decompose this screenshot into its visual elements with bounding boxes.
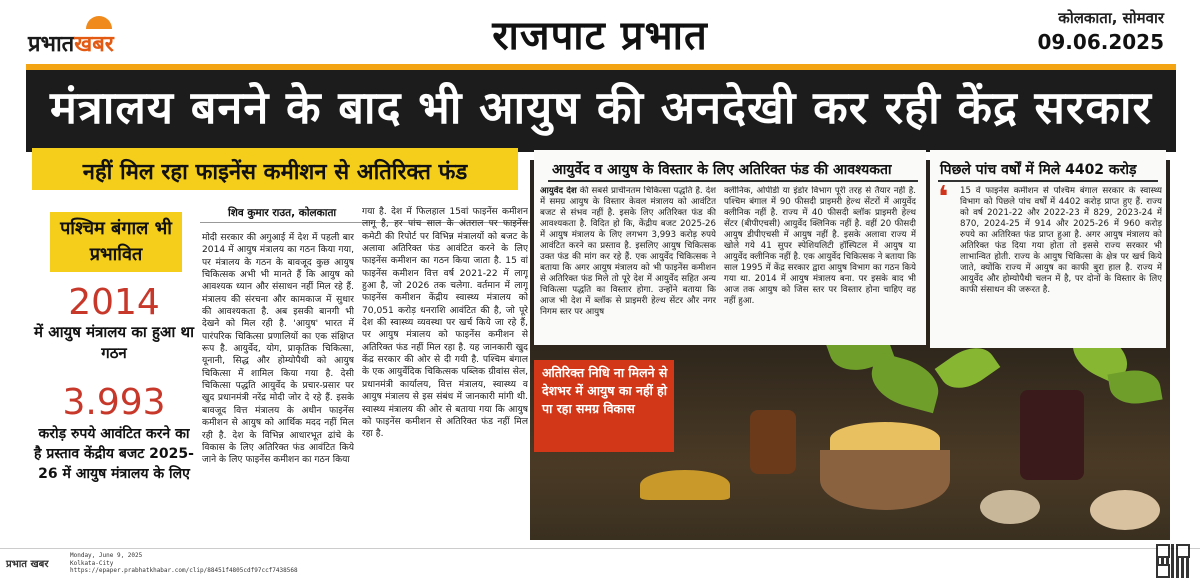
- stat-amount: 3.993: [62, 382, 166, 423]
- panel-right-text: 15 वें फाइनेंस कमीशन से पश्चिम बंगाल सरकार के स्वास्थ्य विभाग को पिछले पांच वर्षों में 4402 करोड़ प्राप्त हुए हैं. राज्य को वर्ष 2021-22 और 2022-23 में 829, 2023-24 में 870, 2024-25 में 914 और 2025-26 में 960 करोड़ रुपये का अतिरिक्त फंड प्राप्त हुआ है. अगर आयुष मंत्रालय को अतिरिक्त फंड दिया गया होता तो इससे राज्य सरकार भी लाभान्वित होती. राज्य के आयुष चिकित्सा के क्षेत्र पर खर्च किये जाते, क्योंकि राज्य में आयुष का काफी बुरा हाल है. राज्य में आयुर्वेद और होम्योपैथी चलन में है, पर दोनों के विस्तार के लिए काफी संसाधन की जरूरत है.: [960, 186, 1162, 295]
- footer-date: Monday, June 9, 2025: [70, 552, 143, 559]
- section-title: राजपाट प्रभात: [492, 13, 708, 59]
- dateline: [1037, 8, 1164, 54]
- byline: शिव कुमार राउत, कोलकाता: [228, 207, 337, 219]
- stone-decoration: [980, 490, 1040, 524]
- stat-year: 2014: [68, 282, 160, 323]
- powder-decoration: [640, 470, 730, 500]
- qr-code-icon[interactable]: [1156, 544, 1190, 578]
- footer-meta: [70, 552, 298, 575]
- brand-suffix: खबर: [74, 32, 114, 57]
- panel-mid-text-1: की सबसे प्राचीनतम चिकित्सा पद्धति है. देश में समग्र आयुष के विस्तार केवल मंत्रालय को आवंटित बजट से संभव नहीं है. इसके लिए अतिरिक्त फंड की आवश्यकता है. विदित हो कि, केंद्रीय बजट 2025-26 में आयुष मंत्रालय के लिए लगभग 3,993 करोड़ रुपये आवंटित करने का प्रस्ताव है. इसलिए आयुष चिकित्सक उक्त फंड की मांग कर रहे हैं. एक आयुर्वेद चिकित्सक ने बताया कि अगर आयुष मंत्रालय को भी फाइनेंस कमीशन से अतिरिक्त फंड मिले तो पूरे देश में आयुर्वेद सहित अन्य चिकित्सा पद्धति का विस्तार होगा. उन्होंने बताया कि आज भी देश में ब्लॉक से प्राइमरी हेल्थ सेंटर और नगर निगम स्तर पर आयुष: [540, 186, 716, 317]
- article-column-1: मोदी सरकार की अगुआई में देश में पहली बार 2014 में आयुष मंत्रालय का गठन किया गया, पर मंत्रालय के गठन के बावजूद कुछ आयुष चिकित्सक अभी भी मानते हैं कि आयुष को आवश्यक ध्यान और संसाधन नहीं मिल रहे हैं. मंत्रालय की संरचना और कामकाज में सुधार की आवश्यकता है. अब इसकी बानगी भी देखने को मिल रही है. 'आयुष' भारत में पारंपरिक चिकित्सा प्रणालियों का एक संक्षिप्त रूप है. आयुर्वेद, योग, प्राकृतिक चिकित्सा, यूनानी, सिद्ध और होम्योपैथी को आयुष चिकित्सा में शामिल किया गया है. देसी चिकित्सा पद्धति आयुर्वेद के प्रचार-प्रसार पर खुद प्रधानमंत्री नरेंद्र मोदी जोर दे रहे हैं. इसके बावजूद वित्त मंत्रालय के अधीन फाइनेंस कमीशन से आयुष को आर्थिक मदद नहीं मिल रही है. देश के विभिन्न आधारभूत ढांचे के विकास के लिए अतिरिक्त फंड आवंटित किये जाने के लिए फाइनेंस कमीशन का गठन किया: [202, 233, 354, 466]
- panel-mid-heading: आयुर्वेद व आयुष के विस्तार के लिए अतिरिक्त फंड की आवश्यकता: [552, 162, 892, 178]
- quote-icon: ❛: [938, 180, 949, 215]
- footer-logo: प्रभात खबर: [6, 559, 49, 570]
- leaf-decoration: [865, 352, 944, 414]
- footer-clip-url[interactable]: https://epaper.prabhatkhabar.com/clip/88451f4805cdf97ccf7438568: [70, 567, 298, 574]
- brand-prefix: प्रभात: [28, 32, 75, 57]
- bowl-decoration: [820, 450, 950, 510]
- panel-mid-column-1: [540, 186, 716, 338]
- subheadline: नहीं मिल रहा फाइनेंस कमीशन से अतिरिक्त फंड: [82, 160, 468, 185]
- article-column-2: गया है. देश में फिलहाल 15वां फाइनेंस कमीशन लागू है, हर पांच साल के अंतराल पर फाइनेंस कमेटी की रिपोर्ट पर विभिन्न मंत्रालयों को बजट के अलावा अतिरिक्त फंड आवंटित करने के लिए फाइनेंस कमीशन का गठन किया जाता है. 15 वां फाइनेंस कमीशन वित्त वर्ष 2021-22 में लागू हुआ है, जो 2026 तक चलेगा. वर्तमान में लागू फाइनेंस कमीशन केंद्रीय स्वास्थ्य मंत्रालय को 70,051 करोड़ धनराशि आवंटित की है, जो पूरे देश की स्वास्थ्य व्यवस्था पर खर्च किये जा रहे हैं, पर आयुष मंत्रालय को फाइनेंस कमीशन से अतिरिक्त फंड नहीं मिल रहा है. यह जानकारी खुद केंद्र सरकार की ओर से दी गयी है. पश्चिम बंगाल के एक आयुर्वेदिक चिकित्सक पब्लिक ग्रीवांस सेल, प्रधानमंत्री कार्यालय, वित्त मंत्रालय, स्वास्थ्य व आयुष मंत्रालय से इस संबंध में जानकारी मांगी थी. स्वास्थ्य मंत्रालय की ओर से बताया गया कि आयुष को फाइनेंस कमीशन से अतिरिक्त फंड नहीं मिल रहा है.: [362, 207, 528, 440]
- jar-decoration: [1020, 390, 1084, 480]
- panel-right-rule: [938, 180, 1158, 182]
- leaf-decoration: [1107, 366, 1162, 408]
- issue-date: 09.06.2025: [1037, 30, 1164, 54]
- highlight-text: अतिरिक्त निधि ना मिलने से देशभर में आयुष का नहीं हो पा रहा समग्र विकास: [542, 365, 668, 416]
- panel-mid-lead: आयुर्वेद देश: [540, 186, 577, 196]
- panel-right-heading: पिछले पांच वर्षों में मिले 4402 करोड़: [940, 162, 1137, 178]
- panel-mid-column-2: क्लीनिक, ओपीडी या इंडोर विभाग पूरी तरह से तैयार नहीं है. पश्चिम बंगाल में 90 फीसदी प्राइमरी हेल्थ सेंटरों में आयुर्वेद क्लीनिक नहीं है. राज्य में 40 फीसदी ब्लॉक प्राइमरी हेल्थ सेंटर (बीपीएचसी) आयुर्वेद क्लिनिक नहीं है. वहीं 20 फीसदी आयुष डीपीएचसी में आयुष नहीं है. इसके अलावा राज्य में खोले गये 41 सुपर स्पेशियलिटी हॉस्पिटल में आयुष या आयुर्वेद क्लीनिक नहीं है. एक आयुर्वेद चिकित्सक ने बताया कि साल 1995 में केंद्र सरकार द्वारा आयुष विभाग का गठन किये गया था. 2014 में आयुष मंत्रालय बना. पर इसके बाद भी आज तक आयुष को जिस स्तर पर विस्तार होना चाहिए वह नहीं हुआ.: [724, 186, 916, 306]
- main-headline: मंत्रालय बनने के बाद भी आयुष की अनदेखी कर रही केंद्र सरकार: [50, 81, 1152, 134]
- stat-amount-caption: करोड़ रुपये आवंटित करने का है प्रस्ताव केंद्रीय बजट 2025-26 में आयुष मंत्रालय के लिए: [34, 426, 194, 482]
- sidebar-tag: पश्चिम बंगाल भी प्रभावित: [60, 218, 172, 265]
- stone-decoration: [1090, 490, 1160, 530]
- brand-logo: [28, 14, 178, 57]
- footer-rule: [0, 548, 1200, 549]
- city-day: कोलकाता, सोमवार: [1058, 9, 1164, 27]
- footer-edition: Kolkata-City: [70, 559, 114, 567]
- stat-year-caption: में आयुष मंत्रालय का हुआ था गठन: [34, 323, 194, 362]
- panel-mid-rule: [548, 180, 918, 182]
- jar-decoration: [750, 410, 796, 474]
